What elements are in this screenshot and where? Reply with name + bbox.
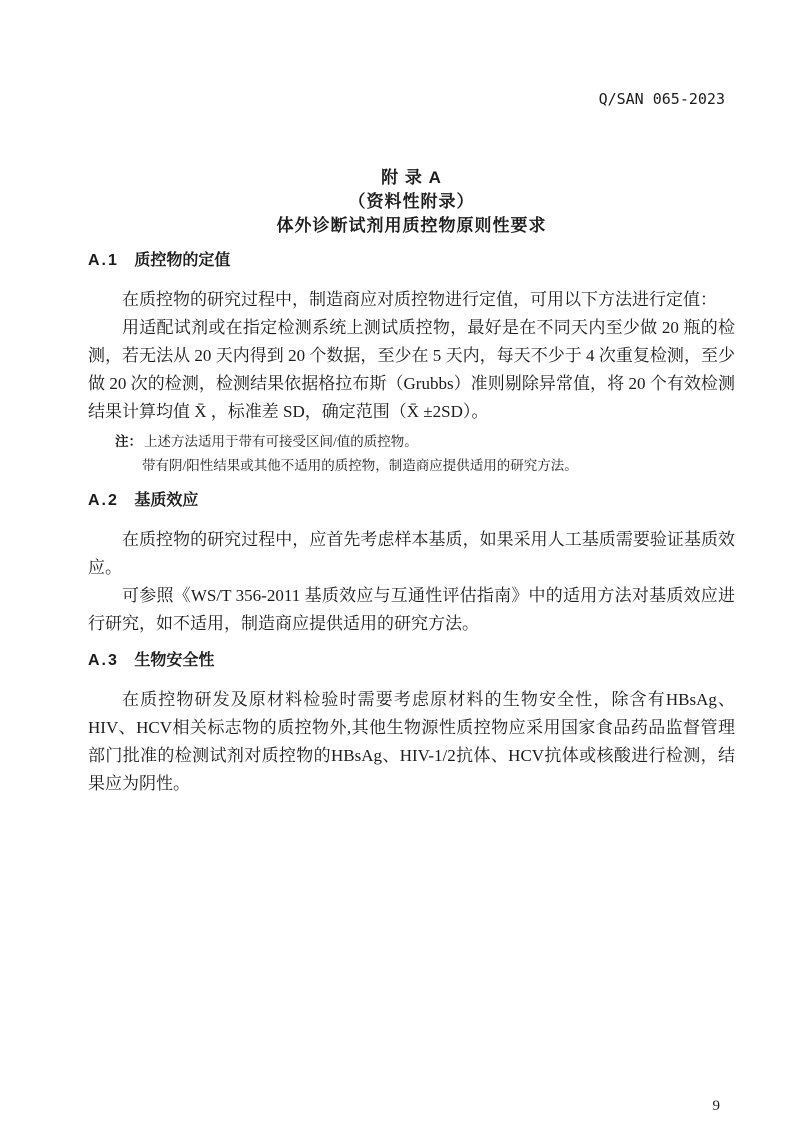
- appendix-subtitle: （资料性附录）: [348, 192, 475, 211]
- section-a3-paragraph-1: 在质控物研发及原材料检验时需要考虑原材料的生物安全性，除含有HBsAg、HIV、HCV相关标志物的质控物外,其他生物源性质控物应采用国家食品药品监督管理部门批准的检测试剂对质控物的HBsAg、HIV-1/2抗体、HCV抗体或核酸进行检测，结果应为阴性。: [88, 690, 735, 793]
- section-a1-notes: [88, 430, 735, 478]
- appendix-title: 附 录 A: [381, 168, 442, 187]
- note-line-2: 带有阴/阳性结果或其他不适用的质控物，制造商应提供适用的研究方法。: [142, 458, 578, 473]
- section-a1-heading: [88, 250, 735, 272]
- appendix-title-block: [88, 0, 735, 238]
- section-a3-number: A.3: [88, 652, 119, 669]
- note-text-1: 上述方法适用于带有可接受区间/值的质控物。: [144, 434, 418, 449]
- note-line-1: [115, 430, 735, 454]
- section-a1-title: 质控物的定值: [134, 252, 231, 269]
- note-label: 注：: [115, 434, 142, 449]
- section-a2-heading: [88, 490, 735, 512]
- document-number: Q/SAN 065-2023: [598, 90, 725, 108]
- section-a2-number: A.2: [88, 492, 119, 509]
- section-a1-number: A.1: [88, 252, 119, 269]
- section-a1-paragraph-2: 用适配试剂或在指定检测系统上测试质控物，最好是在不同天内至少做 20 瓶的检测，若无法从 20 天内得到 20 个数据，至少在 5 天内，每天不少于 4 次重复检测，至少做 20 次的检测，检测结果依据格拉布斯（Grubbs）准则剔除异常值，将 20 个有效检测结果计算均值 X̄ ，标准差 SD，确定范围（X̄ ±2SD）。: [88, 318, 735, 421]
- section-a1-paragraph-1: 在质控物的研究过程中，制造商应对质控物进行定值，可用以下方法进行定值：: [122, 290, 717, 309]
- section-a2-paragraph-1: 在质控物的研究过程中，应首先考虑样本基质，如果采用人工基质需要验证基质效应。: [88, 530, 735, 577]
- section-a3-heading: [88, 650, 735, 672]
- section-a3-title: 生物安全性: [134, 652, 215, 669]
- appendix-heading: 体外诊断试剂用质控物原则性要求: [276, 216, 547, 235]
- page-number: 9: [712, 1098, 720, 1114]
- section-a2-title: 基质效应: [134, 492, 199, 509]
- section-a2-paragraph-2: 可参照《WS/T 356-2011 基质效应与互通性评估指南》中的适用方法对基质效应进行研究，如不适用，制造商应提供适用的研究方法。: [88, 586, 735, 633]
